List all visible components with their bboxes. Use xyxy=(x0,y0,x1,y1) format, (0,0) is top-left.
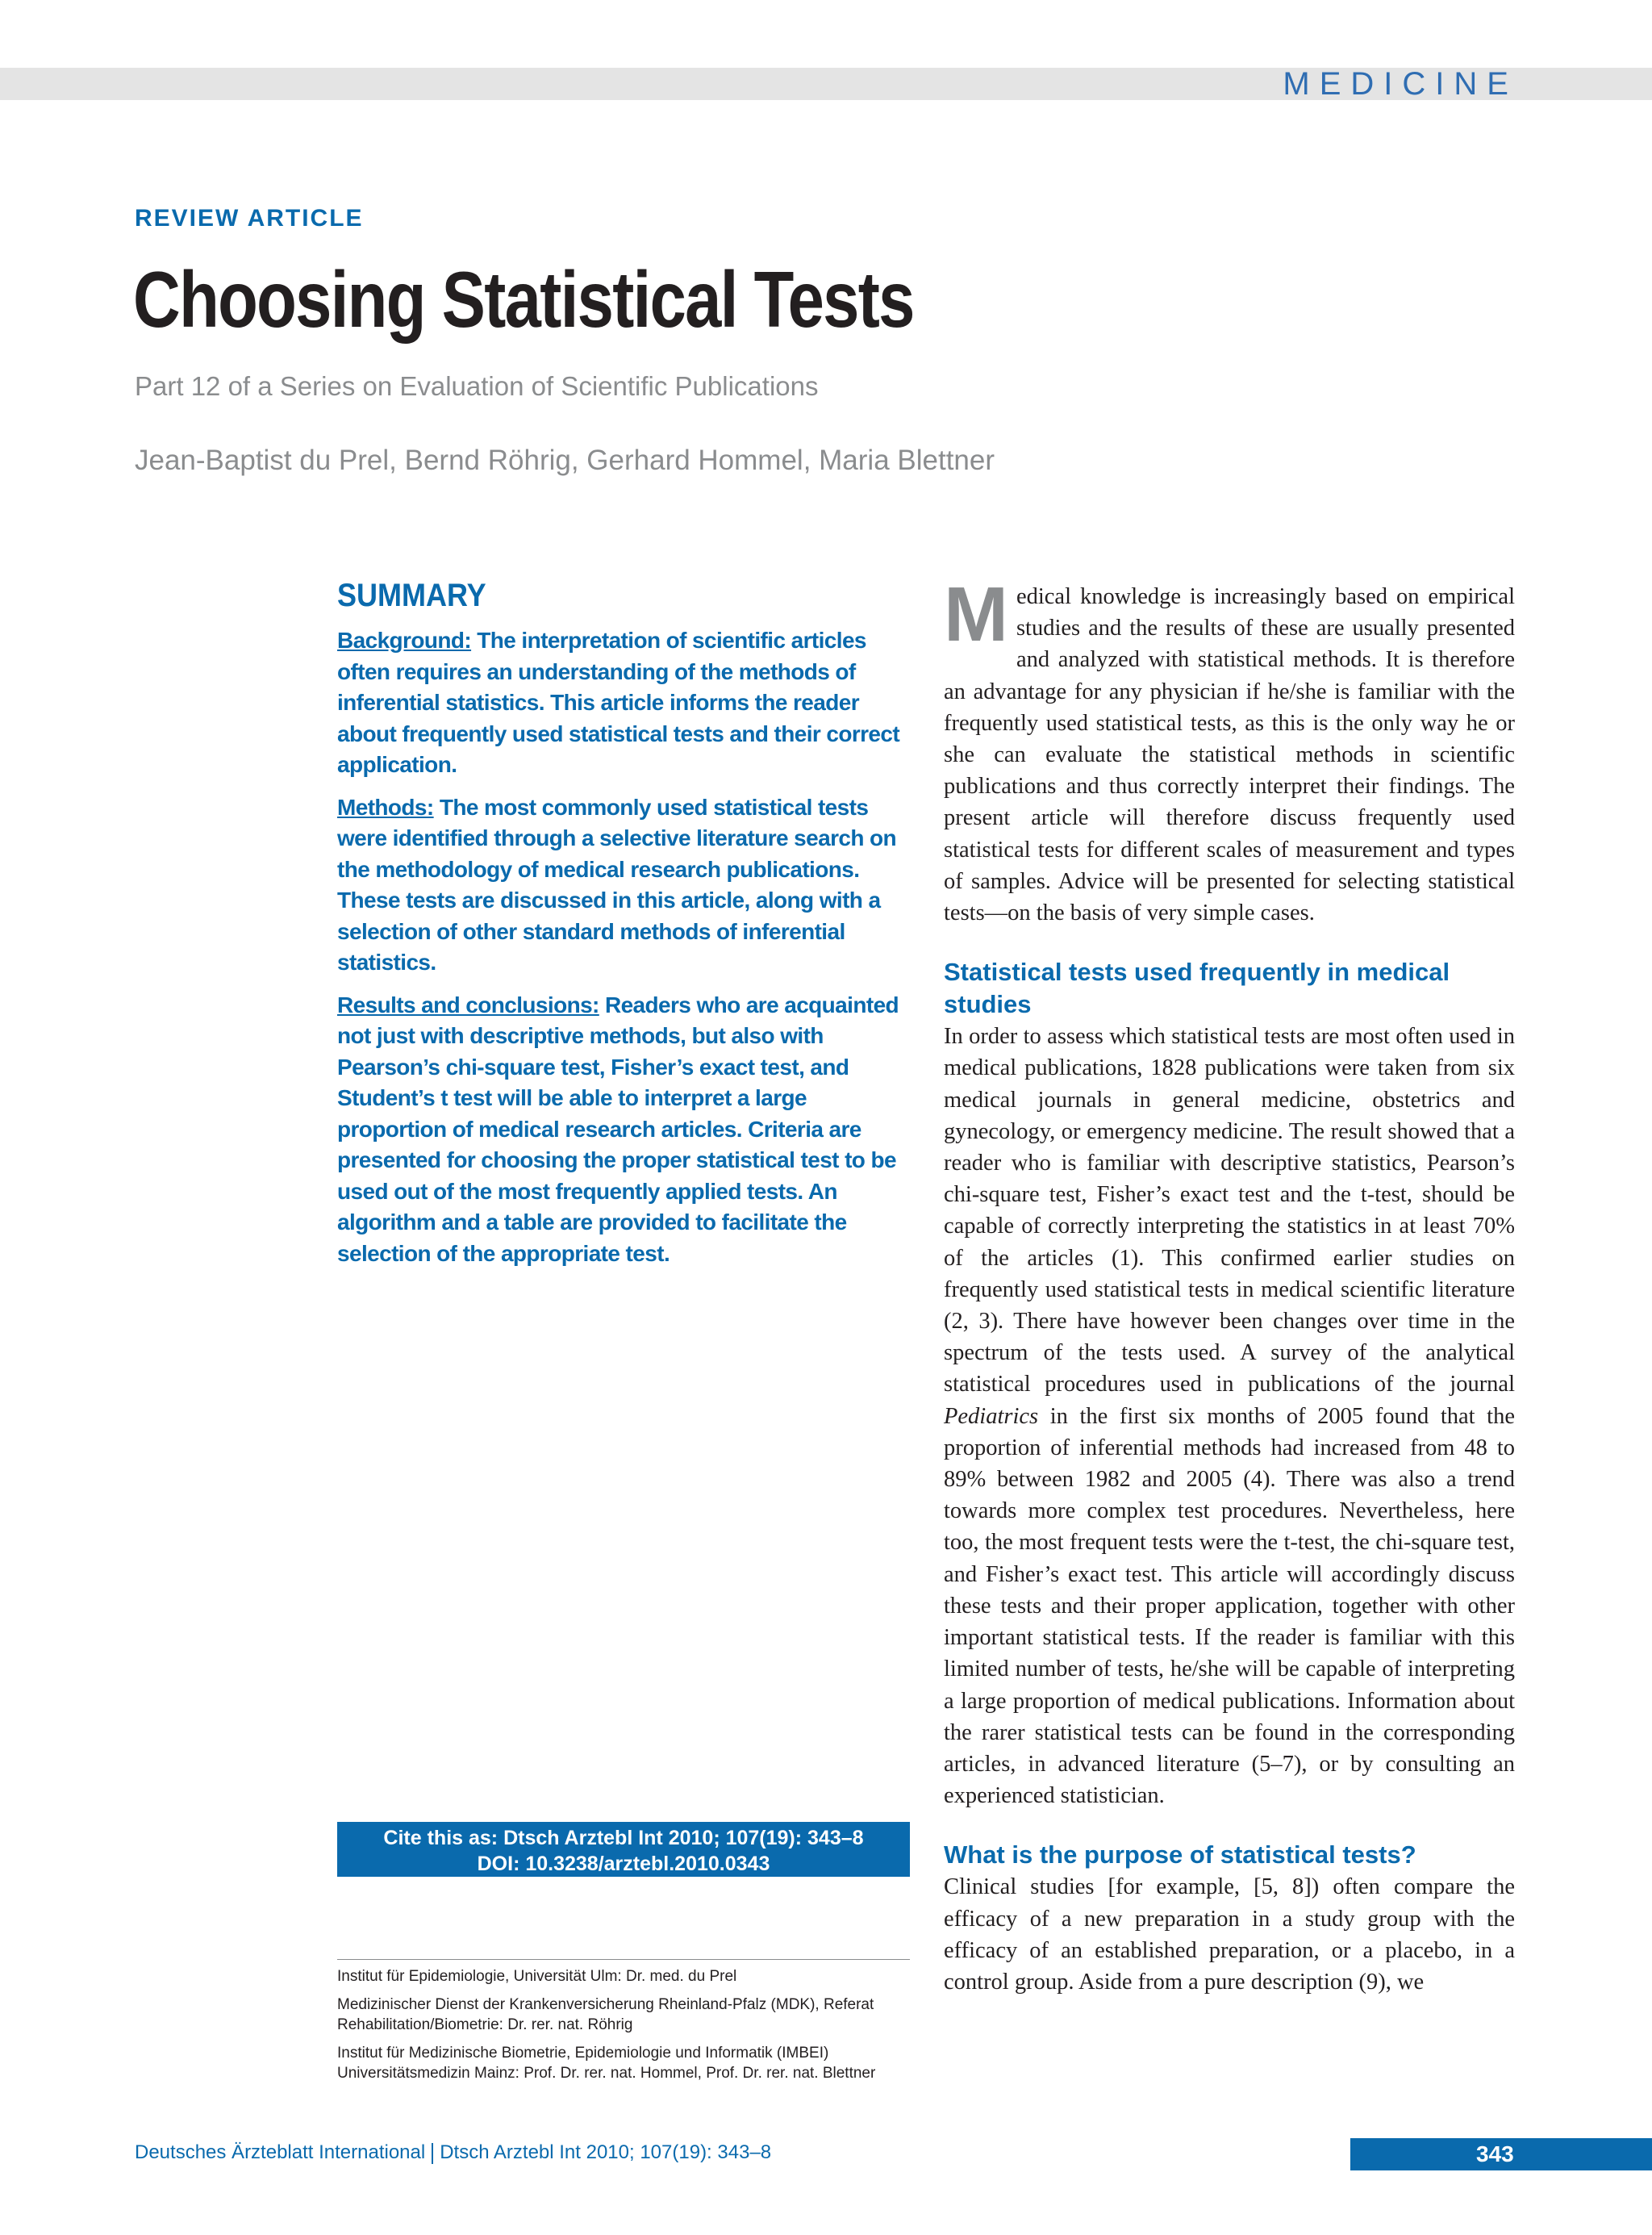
doi-line: DOI: 10.3238/arztebl.2010.0343 xyxy=(477,1853,770,1875)
article-subtitle: Part 12 of a Series on Evaluation of Scientific Publications xyxy=(135,371,819,401)
affiliation-item: Institut für Medizinische Biometrie, Epidemiologie und Informatik (IMBEI) Universitätsmedizin Mainz: Prof. Dr. rer. nat. Hommel, Prof. Dr. rer. nat. Blettner xyxy=(337,2045,876,2082)
section-heading: Statistical tests used frequently in medical studies xyxy=(944,958,1450,1019)
affiliation-item: Medizinischer Dienst der Krankenversicherung Rheinland-Pfalz (MDK), Referat Rehabilitation/Biometrie: Dr. rer. nat. Röhrig xyxy=(337,1996,874,2033)
body-column xyxy=(944,571,1515,1998)
drop-cap: M xyxy=(944,571,1008,658)
journal-name: Pediatrics xyxy=(944,1403,1039,1429)
article-type: REVIEW ARTICLE xyxy=(135,205,364,232)
summary-heading: SUMMARY xyxy=(337,578,486,613)
summary-box xyxy=(337,578,910,1280)
footer-journal xyxy=(135,2141,771,2164)
results-label: Results and conclusions: xyxy=(337,992,599,1017)
body-paragraph xyxy=(944,1021,1515,1811)
footer-citation: Dtsch Arztebl Int 2010; 107(19): 343–8 xyxy=(440,2141,772,2163)
methods-text: The most commonly used statistical tests were identified through a selective literature search on the methodology of medical research publications. These tests are discussed in this article, along with a selection of other standard methods of inferential statistics. xyxy=(337,794,897,975)
section-label: MEDICINE xyxy=(1283,66,1518,102)
results-text: Readers who are acquainted not just with descriptive methods, but also with Pearson’s chi-square test, Fisher’s exact test, and Student’s t test will be able to interpret a large proportion of medical research articles. Criteria are presented for choosing the proper statistical test to be used out of the most frequently applied tests. An algorithm and a table are provided to facilitate the selection of the appropriate test. xyxy=(337,992,899,1266)
author-list: Jean-Baptist du Prel, Bernd Röhrig, Gerhard Hommel, Maria Blettner xyxy=(135,445,995,476)
background-label: Background: xyxy=(337,628,472,653)
affiliation-divider xyxy=(337,1959,910,1960)
body-text: In order to assess which statistical tests are most often used in medical publications, 1828 publications were taken from six medical journals in general medicine, obstetrics and gynecology, or emergency medicine. The result showed that a reader who is familiar with descriptive statistics, Pearson’s chi-square test, Fisher’s exact test and the t-test, should be capable of correctly interpreting the statistics in at least 70% of the articles (1). This confirmed earlier studies on frequently used statistical tests in medical scientific literature (2, 3). There have however been changes over time in the spectrum of the tests used. A survey of the analytical statistical procedures used in publications of the journal xyxy=(944,1024,1515,1397)
page-number-box xyxy=(1350,2138,1652,2170)
affiliation-item: Institut für Epidemiologie, Universität Ulm: Dr. med. du Prel xyxy=(337,1968,737,1985)
body-text: in the first six months of 2005 found that the proportion of inferential methods had increased from 48 to 89% between 1982 and 2005 (4). There was also a trend towards more complex test procedures. Nevertheless, here too, the most frequent tests were the t-test, the chi-square test, and Fisher’s exact test. This article will accordingly discuss these tests and their proper application, together with other important statistical tests. If the reader is familiar with this limited number of tests, he/she will be capable of interpreting a large proportion of medical publications. Information about the rarer statistical tests can be found in the corresponding articles, in advanced literature (5–7), or by consulting an experienced statistician. xyxy=(944,1403,1515,1809)
citation-box xyxy=(337,1822,910,1877)
body-paragraph: Clinical studies [for example, [5, 8]) often compare the efficacy of a new preparation in a study group with the efficacy of an established preparation, or a placebo, in a control group. Aside from a pure description (9), we xyxy=(944,1874,1515,1995)
affiliations xyxy=(337,1966,910,2091)
summary-results xyxy=(337,990,910,1270)
section-heading: What is the purpose of statistical tests? xyxy=(944,1840,1416,1869)
footer-separator xyxy=(432,2143,433,2164)
summary-background xyxy=(337,625,910,781)
footer-journal-name: Deutsches Ärzteblatt International xyxy=(135,2141,426,2163)
intro-text: edical knowledge is increasingly based on empirical studies and the results of these are usually presented and analyzed with statistical methods. It is therefore an advantage for any physician if he/she is familiar with the frequently used statistical tests, as this is the only way he or she can evaluate the statistical methods in scientific publications and thus correctly interpret their findings. The present article will therefore discuss frequently used statistical tests for different scales of measurement and types of samples. Advice will be presented for selecting statistical tests—on the basis of very simple cases. xyxy=(944,584,1515,926)
methods-label: Methods: xyxy=(337,794,434,820)
page-number: 343 xyxy=(1476,2141,1514,2166)
summary-methods xyxy=(337,792,910,979)
article-title: Choosing Statistical Tests xyxy=(133,255,914,344)
background-text: The interpretation of scientific articles often requires an understanding of the methods of inferential statistics. This article informs the reader about frequently used statistical tests and their correct application. xyxy=(337,628,900,777)
intro-paragraph xyxy=(944,571,1515,929)
cite-line: Cite this as: Dtsch Arztebl Int 2010; 107(19): 343–8 xyxy=(383,1827,864,1849)
